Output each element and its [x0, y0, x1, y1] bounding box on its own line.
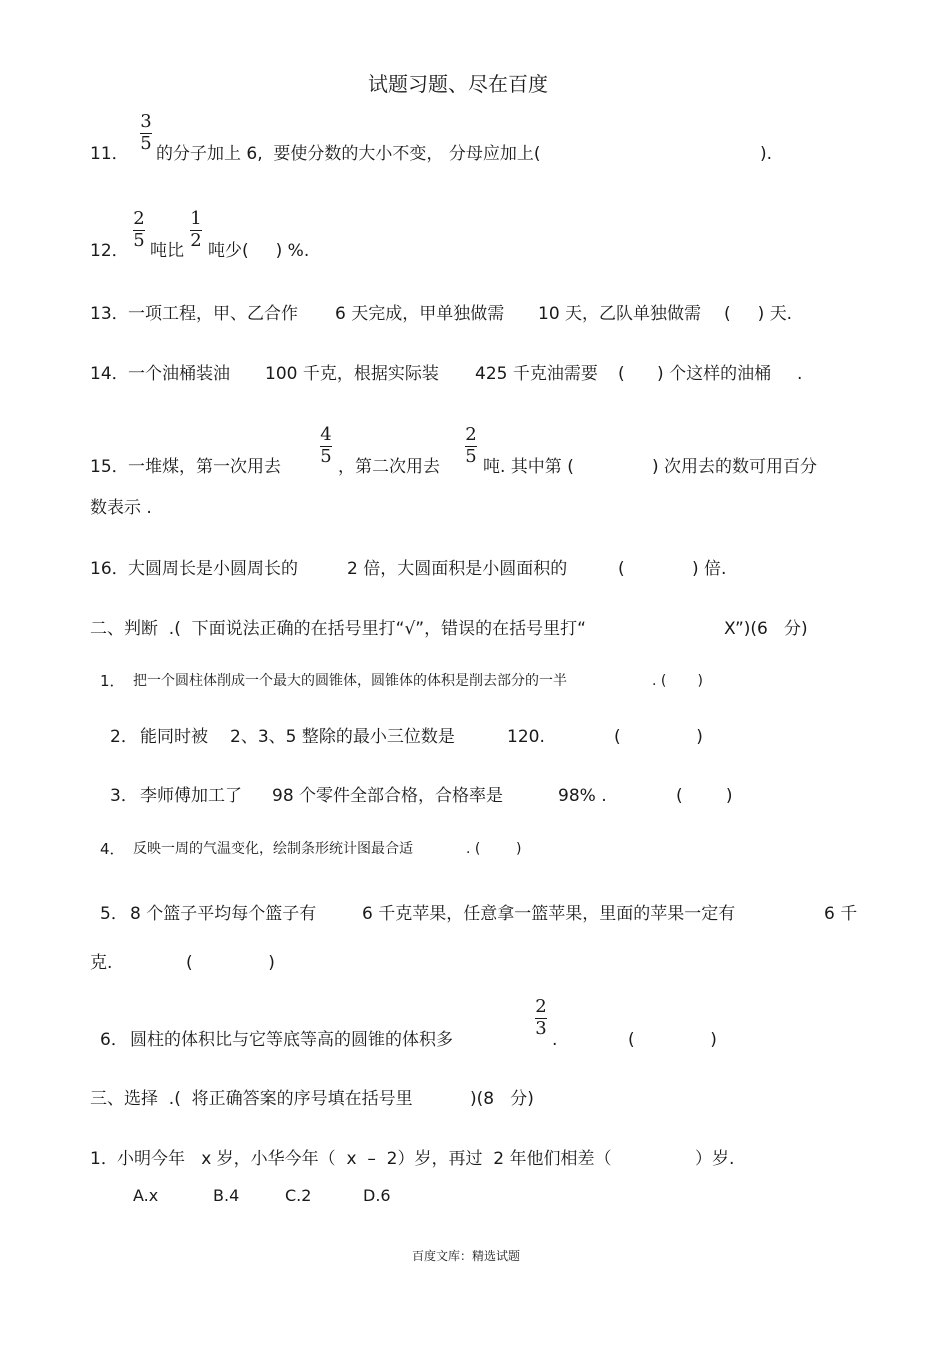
question-text: ) 次用去的数可用百分 [652, 457, 818, 477]
question-text: 大圆周长是小圆周长的 [128, 559, 298, 579]
question-number: 11． [90, 144, 129, 164]
option-b: B.4 [213, 1186, 240, 1205]
item-text: 8 个篮子平均每个篮子有 [130, 904, 317, 924]
question-text: 吨比 [150, 241, 184, 261]
fraction-numerator: 2 [535, 996, 547, 1017]
question-text: 数表示 . [90, 498, 152, 518]
question-text: 吨. 其中第 ( [483, 457, 574, 477]
answer-blank: . ( ) [652, 673, 703, 689]
answer-blank: ( ) [628, 1030, 717, 1050]
item-number: 4． [100, 840, 125, 858]
question-number: 14． [90, 364, 129, 384]
item-number: 3． [110, 786, 138, 806]
fraction [320, 426, 332, 466]
fraction-denominator: 3 [535, 1018, 547, 1039]
question-number: 15． [90, 457, 129, 477]
item-text: 6 千克苹果，任意拿一篮苹果，里面的苹果一定有 [362, 904, 736, 924]
question-text: 一项工程，甲、乙合作 [128, 304, 298, 324]
fraction [133, 210, 145, 250]
question-text: 一堆煤，第一次用去 [128, 457, 281, 477]
page-title: 试题习题、尽在百度 [368, 72, 548, 96]
answer-blank-open: ( [618, 559, 625, 579]
question-number: 12． [90, 241, 129, 261]
fraction [465, 426, 477, 466]
question-text: 6 天完成，甲单独做需 [335, 304, 505, 324]
item-text: 98 个零件全部合格，合格率是 [272, 786, 504, 806]
page-footer: 百度文库：精选试题 [412, 1249, 521, 1263]
question-text: ，第二次用去 [338, 457, 440, 477]
question-text: 的分子加上 6, 要使分数的大小不变， 分母应加上( [156, 144, 541, 164]
item-text: 克. [90, 953, 113, 973]
fraction-numerator: 2 [465, 424, 477, 445]
question-number: 13． [90, 304, 129, 324]
fraction-numerator: 4 [320, 424, 332, 445]
item-text: 6 千 [824, 904, 858, 924]
option-d: D.6 [363, 1186, 391, 1205]
item-number: 5． [100, 904, 128, 924]
fraction-numerator: 2 [133, 208, 145, 229]
fraction-denominator: 5 [140, 133, 152, 154]
question-text: ) 倍. [692, 559, 727, 579]
fraction-denominator: 5 [320, 446, 332, 467]
fraction-denominator: 5 [133, 230, 145, 251]
answer-blank-close: ). [760, 144, 773, 164]
answer-blank: ( ) 个这样的油桶 [618, 364, 772, 384]
answer-blank: ( ) [676, 786, 733, 806]
question-text: 2 倍，大圆面积是小圆面积的 [347, 559, 568, 579]
fraction [535, 998, 547, 1038]
answer-blank: ( ) [614, 727, 703, 747]
answer-blank: ( ) [186, 953, 275, 973]
option-a: A.x [133, 1186, 159, 1205]
section-heading: 三、选择 .( 将正确答案的序号填在括号里 [90, 1089, 413, 1109]
question-text: ）岁. [695, 1149, 735, 1169]
fraction-numerator: 1 [190, 208, 202, 229]
item-text: 反映一周的气温变化，绘制条形统计图最合适 [133, 841, 413, 857]
item-text: 把一个圆柱体削成一个最大的圆锥体，圆锥体的体积是削去部分的一半 [133, 673, 567, 689]
option-c: C.2 [285, 1186, 312, 1205]
item-text: 能同时被 [140, 727, 208, 747]
item-number: 2． [110, 727, 138, 747]
item-text: 120. [507, 727, 545, 747]
item-text: 李师傅加工了 [140, 786, 242, 806]
question-text: . [797, 364, 803, 384]
question-text: 一个油桶装油 [128, 364, 230, 384]
fraction-denominator: 5 [465, 446, 477, 467]
answer-blank: . ( ) [466, 841, 522, 857]
item-text: 2、3、5 整除的最小三位数是 [230, 727, 455, 747]
item-number: 6． [100, 1030, 128, 1050]
section-heading: X”)(6 分) [724, 619, 808, 639]
section-heading: 二、判断 .( 下面说法正确的在括号里打“√”，错误的在括号里打“ [90, 619, 586, 639]
fraction-denominator: 2 [190, 230, 202, 251]
question-number: 1． [90, 1149, 118, 1169]
item-text: 98% . [558, 786, 607, 806]
answer-blank: ( ) 天. [724, 304, 793, 324]
item-text: 圆柱的体积比与它等底等高的圆锥的体积多 [130, 1030, 453, 1050]
fraction-numerator: 3 [140, 111, 152, 132]
question-text: 小明今年 x 岁，小华今年（ x – 2）岁，再过 2 年他们相差（ [117, 1149, 612, 1169]
question-text: 425 千克油需要 [475, 364, 598, 384]
fraction [140, 113, 152, 153]
question-number: 16． [90, 559, 129, 579]
section-heading: )(8 分) [470, 1089, 534, 1109]
item-number: 1． [100, 672, 125, 690]
question-text: 10 天，乙队单独做需 [538, 304, 702, 324]
question-text: 100 千克，根据实际装 [265, 364, 439, 384]
item-text: . [552, 1030, 558, 1050]
question-text: 吨少( ) %. [208, 241, 310, 261]
fraction [190, 210, 202, 250]
